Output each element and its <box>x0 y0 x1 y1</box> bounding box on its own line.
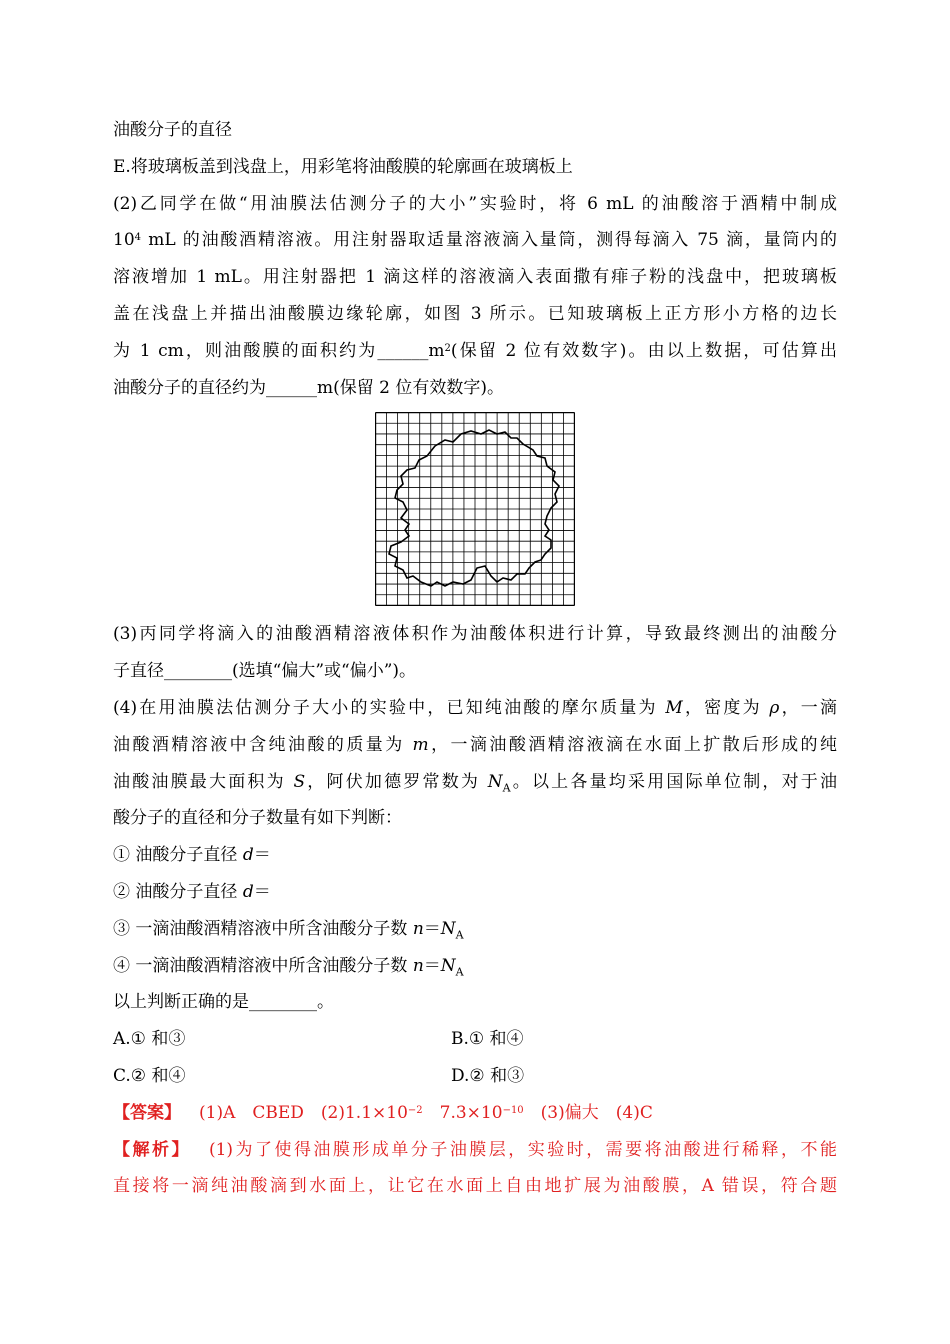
grid-diagram <box>375 412 575 606</box>
text-line: 为 1 cm，则油酸膜的面积约为$\_\_\_\_\_\_m^2$(保留 2 位有效数字)。由以上数据，可估算出 <box>113 340 838 361</box>
analysis-line: 直接将一滴纯油酸滴到水面上，让它在水面上自由地扩展为油酸膜，A 错误，符合题 <box>113 1176 837 1197</box>
text-line: 溶液增加 1 mL。用注射器把 1 滴这样的溶液滴入表面撒有痱子粉的浅盘中，把玻璃板 <box>113 267 837 288</box>
text-line: 酸分子的直径和分子数量有如下判断： <box>113 808 402 829</box>
answer-line: 【答案】 (1)A CBED $(2)1.1\times 10^{-2}$ $7.3\times 10^{-10}$ (3)偏大 (4)C <box>113 1102 653 1123</box>
analysis-line: 【解析】 (1)为了使得油膜形成单分子油膜层，实验时，需要将油酸进行稀释，不能 <box>113 1139 837 1160</box>
judgement-3: ③ 一滴油酸酒精溶液中所含油酸分子数 $n=N_A$ <box>113 918 464 942</box>
option-b: B.① 和④ <box>451 1029 524 1050</box>
judgement-1: ① 油酸分子直径 d＝ <box>113 845 271 866</box>
answer-tag: 【答案】 <box>113 1102 181 1123</box>
judgement-4: ④ 一滴油酸酒精溶液中所含油酸分子数 $n=N_A$ <box>113 955 464 978</box>
options-row <box>113 1058 837 1095</box>
options-row <box>113 1021 837 1058</box>
option-c: C.② 和④ <box>113 1065 186 1086</box>
option-a: A.① 和③ <box>113 1029 186 1050</box>
grid-lines <box>376 413 575 606</box>
document-page <box>113 112 837 1205</box>
text-line: $10^4$ mL 的油酸酒精溶液。用注射器取适量溶液滴入量筒，测得每滴入 75 滴，量筒内的 <box>113 230 837 251</box>
judgement-2: ② 油酸分子直径 d＝ <box>113 881 271 902</box>
oil-film-grid-figure <box>113 412 837 606</box>
text-line: 油酸分子的直径 <box>113 120 232 140</box>
text-line: 油酸酒精溶液中含纯油酸的质量为 m，一滴油酸酒精溶液滴在水面上扩散后形成的纯 <box>113 734 838 755</box>
text-line: 油酸油膜最大面积为 S，阿伏加德罗常数为 $N_A$。以上各量均采用国际单位制，对于油 <box>113 771 838 794</box>
analysis-tag: 【解析】 <box>113 1139 191 1160</box>
option-d: D.② 和③ <box>451 1065 525 1086</box>
question-prompt: 以上判断正确的是________。 <box>113 992 334 1013</box>
text-line: (4)在用油膜法估测分子大小的实验中，已知纯油酸的摩尔质量为 M，密度为 ρ，一滴 <box>113 697 838 718</box>
text-line: 盖在浅盘上并描出油酸膜边缘轮廓，如图 3 所示。已知玻璃板上正方形小方格的边长 <box>113 303 837 324</box>
text-line: 子直径________(选填“偏大”或“偏小”)。 <box>113 661 417 682</box>
text-line: (3)丙同学将滴入的油酸酒精溶液体积作为油酸体积进行计算，导致最终测出的油酸分 <box>113 624 837 645</box>
text-line: E.将玻璃板盖到浅盘上，用彩笔将油酸膜的轮廓画在玻璃板上 <box>113 156 573 177</box>
text-line: (2)乙同学在做“用油膜法估测分子的大小”实验时，将 6 mL 的油酸溶于酒精中制成 <box>113 193 837 214</box>
text-line: 油酸分子的直径约为______m(保留 2 位有效数字)。 <box>113 377 505 398</box>
